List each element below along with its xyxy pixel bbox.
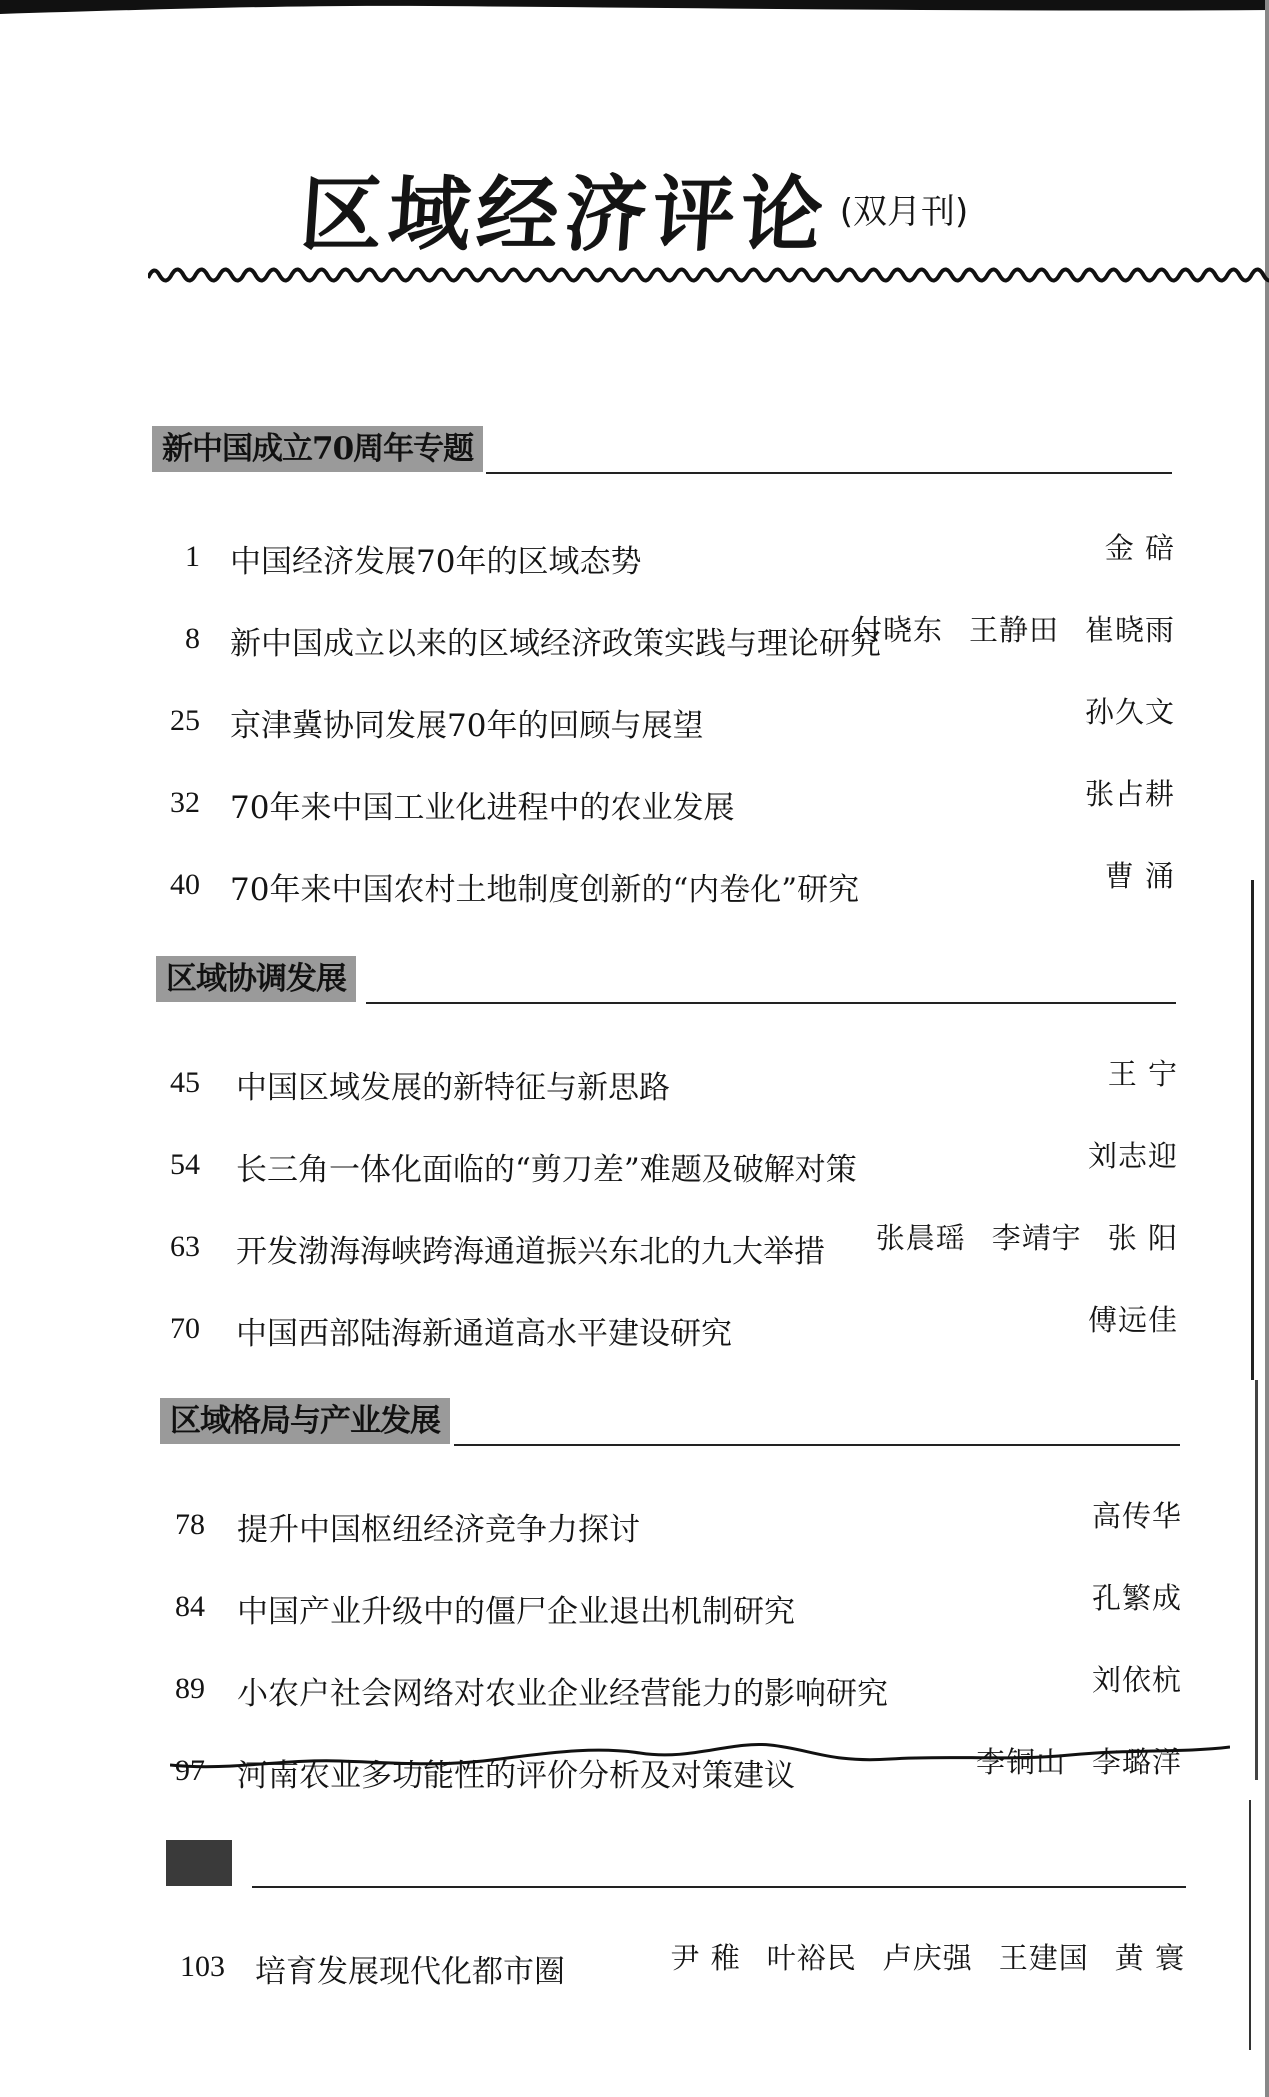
scan-edge-top — [0, 0, 1269, 26]
entry-authors — [850, 1216, 1178, 1257]
entry-page: 32 — [170, 786, 200, 819]
section-badge: 区域协调发展 — [156, 956, 356, 1002]
section-rule — [454, 1444, 1180, 1446]
entry-title: 中国区域发展的新特征与新思路 — [236, 1070, 670, 1106]
section-badge-obscured — [166, 1840, 232, 1886]
author: 叶裕民 — [766, 1941, 857, 1975]
author: 李铜山 — [975, 1745, 1066, 1779]
entry-authors — [1079, 854, 1175, 895]
toc-entry[interactable] — [150, 614, 1175, 664]
entry-title: 培育发展现代化都市圈 — [255, 1954, 565, 1990]
tear-line — [170, 1737, 1230, 1777]
toc-entry[interactable] — [160, 1942, 1185, 1992]
entry-page: 84 — [175, 1590, 205, 1623]
toc-entry[interactable] — [150, 696, 1175, 746]
section-rule — [486, 472, 1172, 474]
entry-page: 63 — [170, 1230, 200, 1263]
author: 卢庆强 — [882, 1941, 973, 1975]
entry-authors — [1059, 772, 1175, 813]
entry-page: 54 — [170, 1148, 200, 1181]
author: 付晓东 — [852, 613, 943, 647]
entry-page: 40 — [170, 868, 200, 901]
section-heading — [152, 426, 1172, 476]
entry-page: 1 — [185, 540, 200, 573]
author: 金 碚 — [1104, 531, 1175, 565]
entry-page: 70 — [170, 1312, 200, 1345]
entry-title: 70年来中国农村土地制度创新的“内卷化”研究 — [230, 872, 860, 908]
entry-page: 97 — [175, 1754, 205, 1787]
author: 张 阳 — [1107, 1221, 1178, 1255]
toc-entry[interactable] — [155, 1500, 1182, 1550]
author: 李璐洋 — [1091, 1745, 1182, 1779]
scan-edge-right — [1229, 0, 1269, 2097]
author: 王静田 — [968, 613, 1059, 647]
entry-authors — [1066, 1576, 1182, 1617]
entry-title: 京津冀协同发展70年的回顾与展望 — [230, 708, 704, 744]
entry-page: 25 — [170, 704, 200, 737]
entry-authors — [1066, 1658, 1182, 1699]
entry-title: 河南农业多功能性的评价分析及对策建议 — [237, 1758, 795, 1794]
author: 刘依杭 — [1091, 1663, 1182, 1697]
author: 王建国 — [998, 1941, 1089, 1975]
section-heading — [156, 956, 1176, 1006]
toc-entry[interactable] — [155, 1582, 1182, 1632]
entry-title: 中国西部陆海新通道高水平建设研究 — [236, 1316, 732, 1352]
section-rule — [366, 1002, 1176, 1004]
entry-page: 89 — [175, 1672, 205, 1705]
author: 刘志迎 — [1087, 1139, 1178, 1173]
entry-authors — [1079, 526, 1175, 567]
entry-title: 提升中国枢纽经济竞争力探讨 — [237, 1512, 640, 1548]
toc-entry[interactable] — [150, 860, 1175, 910]
toc-entry[interactable] — [155, 1664, 1182, 1714]
toc-entry[interactable] — [150, 778, 1175, 828]
toc-entry[interactable] — [150, 1058, 1178, 1108]
toc-entry[interactable] — [150, 1304, 1178, 1354]
entry-title: 中国经济发展70年的区域态势 — [230, 544, 642, 580]
section-rule — [252, 1886, 1186, 1888]
entry-title: 长三角一体化面临的“剪刀差”难题及破解对策 — [236, 1152, 857, 1188]
entry-authors — [1062, 1134, 1178, 1175]
entry-page: 103 — [180, 1950, 225, 1983]
author: 孙久文 — [1084, 695, 1175, 729]
entry-title: 小农户社会网络对农业企业经营能力的影响研究 — [237, 1676, 888, 1712]
author: 李靖宇 — [991, 1221, 1082, 1255]
section-badge: 区域格局与产业发展 — [160, 1398, 450, 1444]
entry-title: 70年来中国工业化进程中的农业发展 — [230, 790, 735, 826]
journal-masthead — [0, 150, 1269, 263]
decorative-wave-rule — [148, 262, 1269, 288]
author: 张晨瑶 — [875, 1221, 966, 1255]
entry-authors — [827, 608, 1175, 649]
entry-title: 新中国成立以来的区域经济政策实践与理论研究 — [230, 626, 881, 662]
author: 高传华 — [1091, 1499, 1182, 1533]
section-badge: 新中国成立70周年专题 — [152, 426, 483, 472]
entry-title: 中国产业升级中的僵尸企业退出机制研究 — [237, 1594, 795, 1630]
journal-title: 区域经济评论 — [296, 167, 832, 263]
toc-entry[interactable] — [150, 1222, 1178, 1272]
section-heading — [166, 1840, 1186, 1890]
author: 崔晓雨 — [1084, 613, 1175, 647]
entry-page: 45 — [170, 1066, 200, 1099]
author: 王 宁 — [1107, 1057, 1178, 1091]
entry-authors — [1082, 1052, 1178, 1093]
toc-entry[interactable] — [150, 532, 1175, 582]
author: 傅远佳 — [1087, 1303, 1178, 1337]
author: 黄 寰 — [1114, 1941, 1185, 1975]
entry-title: 开发渤海海峡跨海通道振兴东北的九大举措 — [236, 1234, 825, 1270]
entry-page: 8 — [185, 622, 200, 655]
entry-authors — [1066, 1494, 1182, 1535]
toc-entry[interactable] — [150, 1140, 1178, 1190]
author: 尹 稚 — [670, 1941, 741, 1975]
entry-page: 78 — [175, 1508, 205, 1541]
section-heading — [160, 1398, 1180, 1448]
entry-authors — [1059, 690, 1175, 731]
author: 孔繁成 — [1091, 1581, 1182, 1615]
entry-authors — [645, 1936, 1185, 1977]
author: 张占耕 — [1084, 777, 1175, 811]
entry-authors — [1062, 1298, 1178, 1339]
author: 曹 涌 — [1104, 859, 1175, 893]
publication-frequency: (双月刊) — [839, 192, 969, 232]
